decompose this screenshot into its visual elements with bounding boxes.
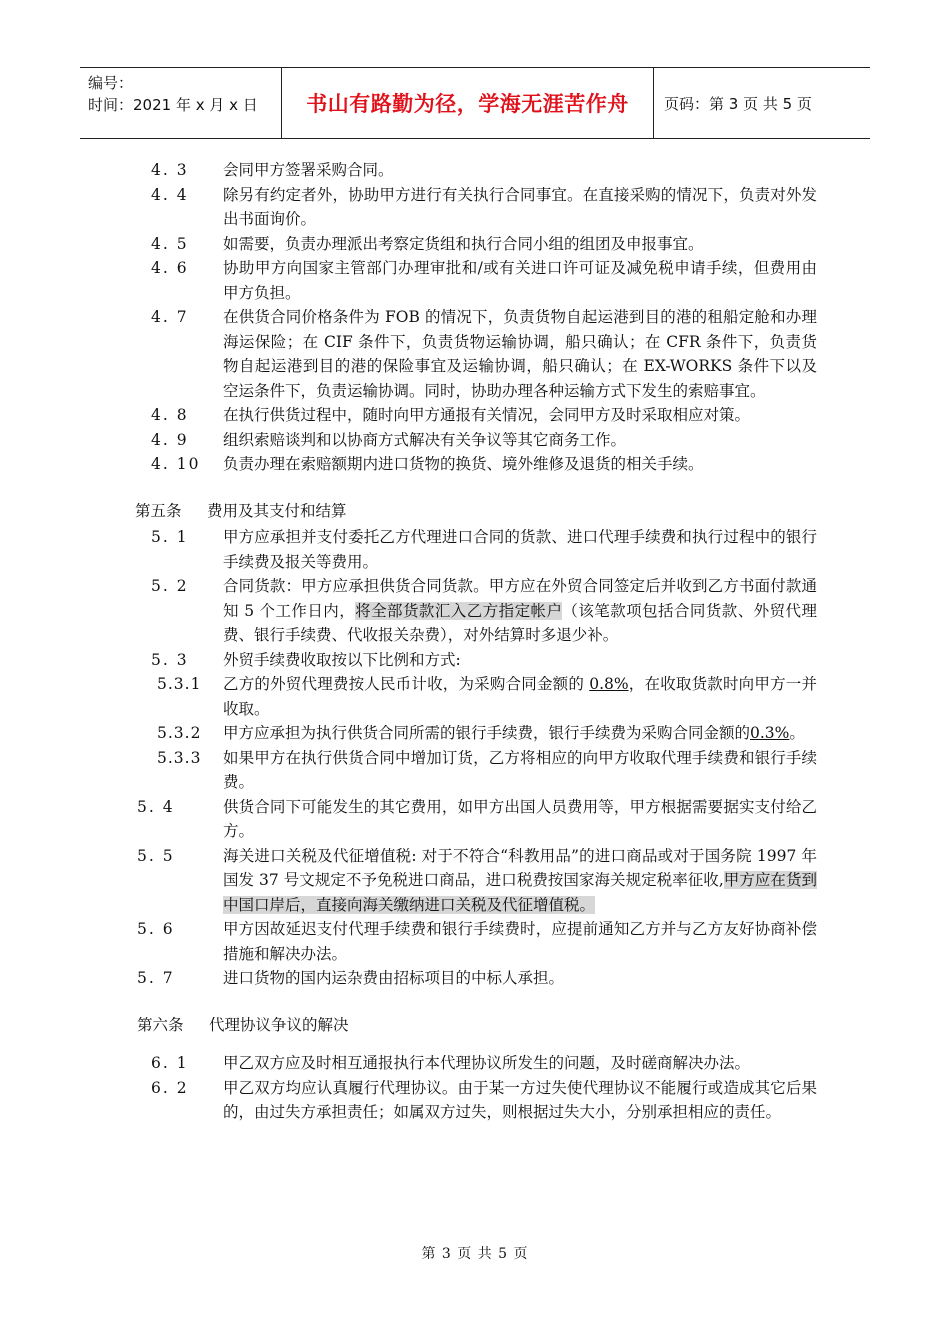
article-heading: 代理协议争议的解决 xyxy=(209,1015,349,1034)
highlighted-text: 将全部货款汇入乙方指定帐户 xyxy=(355,601,563,620)
clause-5-3 xyxy=(137,648,817,673)
clause-text: 协助甲方向国家主管部门办理审批和/或有关进口许可证及减免税申请手续，但费用由甲方负担。 xyxy=(223,259,817,302)
clause-text: 在供货合同价格条件为 FOB 的情况下，负责货物自起运港到目的港的租船定舱和办理海运保险；在 CIF 条件下，负责货物运输协调，船只确认；在 CFR 条件下，负责货物自起运港到目的港的保险事宜及运输协调，船只确认；在 EX-WORKS 条件下以及空运条件下，负责运输协调。同时，协助办理各种运输方式下发生的索赔事宜。 xyxy=(223,308,817,400)
clause-number: 4. 8 xyxy=(151,406,189,424)
clause-6-2 xyxy=(137,1076,817,1125)
clause-text: 进口货物的国内运杂费由招标项目的中标人承担。 xyxy=(223,969,565,987)
clause-5-3-3 xyxy=(137,746,817,795)
clause-text: 负责办理在索赔额期内进口货物的换货、境外维修及退货的相关手续。 xyxy=(223,455,704,473)
clause-text-part: 乙方的外贸代理费按人民币计收，为采购合同金额的 xyxy=(223,675,590,693)
clause-number: 4. 5 xyxy=(151,234,189,253)
header-motto: 书山有路勤为径，学海无涯苦作舟 xyxy=(282,68,654,138)
header-meta xyxy=(80,68,282,138)
clause-text: 甲乙双方均应认真履行代理协议。由于某一方过失使代理协议不能履行或造成其它后果的，由过失方承担责任；如属双方过失，则根据过失大小，分别承担相应的责任。 xyxy=(223,1078,817,1121)
clause-number: 6. 1 xyxy=(151,1054,189,1072)
highlighted-text: 甲方应在货到中国口岸后，直接向海关缴纳进口关税及代征增值税。 xyxy=(223,871,817,914)
clause-text: 会同甲方签署采购合同。 xyxy=(223,161,394,179)
clause-4-9 xyxy=(137,428,817,453)
date-label: 时间：2021 年 x 月 x 日 xyxy=(88,96,258,114)
clause-number: 4. 3 xyxy=(151,161,189,179)
clause-6-1 xyxy=(137,1051,817,1076)
clause-number: 5. 5 xyxy=(137,846,175,865)
clause-text-part: 。 xyxy=(789,724,805,742)
clause-text xyxy=(223,721,817,746)
spacer xyxy=(137,1039,817,1051)
clause-text: 除另有约定者外，协助甲方进行有关执行合同事宜。在直接采购的情况下，负责对外发出书面询价。 xyxy=(223,185,817,228)
clause-text-part: 海关进口关税及代征增值税: 对于不符合“科教用品”的进口商品或对于国务院 1997 年国发 37 号文规定不予免税进口商品，进口税费按国家海关规定税率征收, xyxy=(223,846,817,889)
clause-number: 5. 6 xyxy=(137,920,175,938)
clause-number: 6. 2 xyxy=(151,1078,189,1097)
clause-5-3-2 xyxy=(137,721,817,746)
clause-text-part: 甲方应承担为执行供货合同所需的银行手续费，银行手续费为采购合同金额的 xyxy=(223,724,751,742)
clause-number: 5.3.3 xyxy=(157,748,202,767)
clause-number: 4. 6 xyxy=(151,259,189,277)
clause-text: 组织索赔谈判和以协商方式解决有关争议等其它商务工作。 xyxy=(223,430,627,449)
clause-4-3 xyxy=(137,158,817,183)
article-heading: 费用及其支付和结算 xyxy=(207,501,347,520)
clause-number: 5. 7 xyxy=(137,969,175,987)
clause-4-6 xyxy=(137,256,817,305)
underlined-rate: 0.8% xyxy=(589,675,629,693)
clause-text: 供货合同下可能发生的其它费用，如甲方出国人员费用等，甲方根据需要据实支付给乙方。 xyxy=(223,797,817,840)
clause-number: 5. 2 xyxy=(151,577,189,595)
clause-number: 5. 3 xyxy=(151,650,189,669)
clause-text: 如需要，负责办理派出考察定货组和执行合同小组的组团及申报事宜。 xyxy=(223,234,704,253)
page-header xyxy=(80,67,870,139)
clause-5-4 xyxy=(137,795,817,844)
clause-4-5 xyxy=(137,232,817,257)
header-page-info: 页码：第 3 页 共 5 页 xyxy=(664,94,812,113)
clause-5-7 xyxy=(137,966,817,991)
clause-text: 甲方应承担并支付委托乙方代理进口合同的货款、进口代理手续费和执行过程中的银行手续费及报关等费用。 xyxy=(223,528,817,571)
article-number: 第五条 xyxy=(135,501,182,520)
clause-number: 4. 9 xyxy=(151,430,189,449)
underlined-rate: 0.3% xyxy=(750,724,790,742)
clause-4-4 xyxy=(137,183,817,232)
clause-text: 甲方因故延迟支付代理手续费和银行手续费时，应提前通知乙方并与乙方友好协商补偿措施和解决办法。 xyxy=(223,920,817,963)
clause-4-8 xyxy=(137,403,817,428)
clause-number: 5. 4 xyxy=(137,797,175,816)
serial-label: 编号： xyxy=(88,74,134,92)
page-footer: 第 3 页 共 5 页 xyxy=(421,1246,529,1262)
clause-text-part: （该笔款项包括合同货款、外贸代理费、银行手续费、代收报关杂费），对外结算时多退少补。 xyxy=(223,601,817,644)
clause-5-1 xyxy=(137,525,817,574)
clause-number: 4. 10 xyxy=(151,455,201,473)
clause-text: 外贸手续费收取按以下比例和方式: xyxy=(223,650,461,669)
clause-text: 在执行供货过程中，随时向甲方通报有关情况，会同甲方及时采取相应对策。 xyxy=(223,406,751,424)
article-number: 第六条 xyxy=(137,1015,184,1034)
clause-text xyxy=(223,672,817,721)
clause-5-2 xyxy=(137,574,817,648)
clause-text-part: 合同货款：甲方应承担供货合同货款。甲方应在外贸合同签定后并收到乙方书面付款通知 5 个工作日内， xyxy=(223,577,817,620)
clause-text xyxy=(223,844,817,918)
clause-4-7 xyxy=(137,305,817,403)
clause-number: 5.3.2 xyxy=(157,724,202,742)
clause-text: 甲乙双方应及时相互通报执行本代理协议所发生的问题，及时磋商解决办法。 xyxy=(223,1054,751,1072)
clause-number: 4. 7 xyxy=(151,308,189,326)
clause-text xyxy=(223,574,817,648)
clause-number: 4. 4 xyxy=(151,185,189,204)
document-body xyxy=(137,158,817,1125)
clause-5-5 xyxy=(137,844,817,918)
clause-5-6 xyxy=(137,917,817,966)
clause-4-10 xyxy=(137,452,817,477)
clause-number: 5. 1 xyxy=(151,528,189,546)
clause-number: 5.3.1 xyxy=(157,675,202,693)
article-5-title xyxy=(135,499,817,524)
clause-5-3-1 xyxy=(137,672,817,721)
clause-text: 如果甲方在执行供货合同中增加订货，乙方将相应的向甲方收取代理手续费和银行手续费。 xyxy=(223,748,817,791)
clause-text-part: ，在收取货款时向甲方一并收取。 xyxy=(223,675,817,718)
article-6-title xyxy=(137,1013,817,1038)
